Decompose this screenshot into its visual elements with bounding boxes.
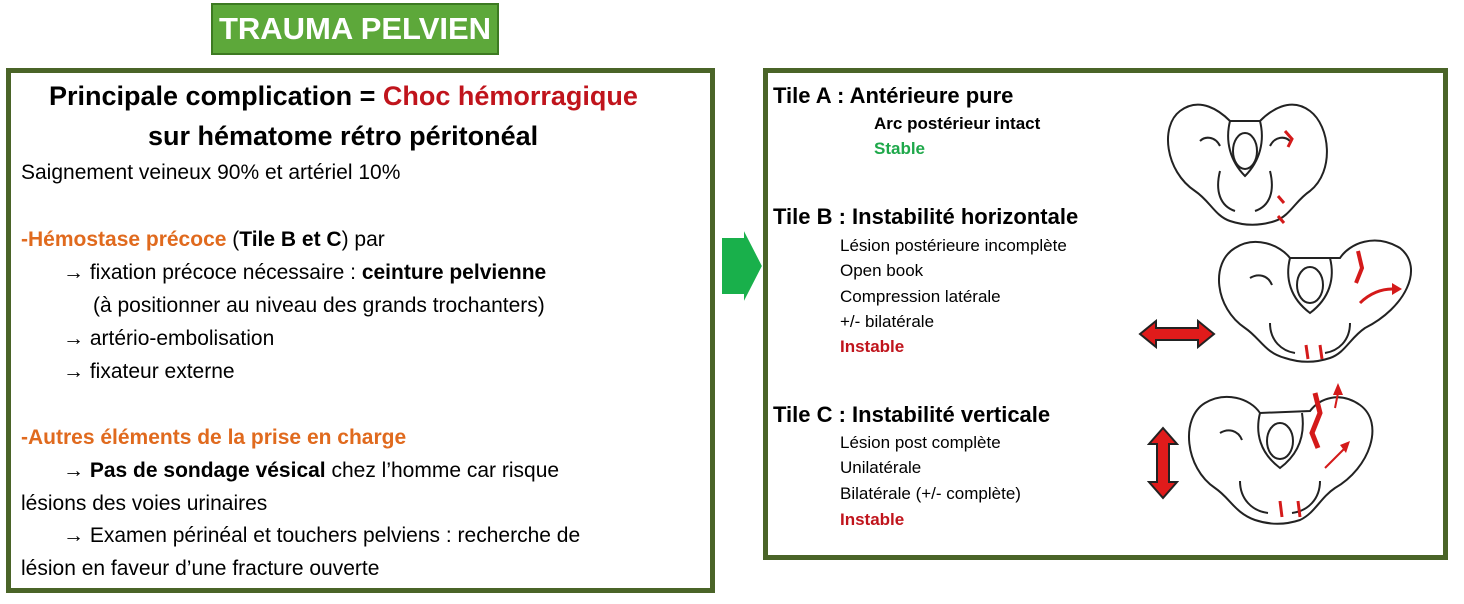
tile-b-status: Instable [840, 337, 905, 356]
sondage-rest: chez l’homme car risque [325, 459, 560, 482]
tile-a-item: Arc postérieur intact [874, 114, 1041, 133]
hemostase-label: -Hémostase précoce [21, 228, 227, 251]
arrow-icon: → [63, 261, 84, 284]
hemostase-tiles: Tile B et C [239, 228, 342, 251]
fixation-bold: ceinture pelvienne [361, 261, 547, 284]
fixation-note: (à positionner au niveau des grands trochanters) [93, 294, 545, 317]
examen-line2: lésion en faveur d’une fracture ouverte [21, 557, 380, 580]
arrow-icon: → [63, 524, 84, 547]
tile-c-status: Instable [840, 510, 905, 529]
tile-c-title: Tile C : Instabilité verticale [773, 402, 1051, 427]
tile-c-item: Bilatérale (+/- complète) [840, 484, 1021, 503]
tile-c-item: Unilatérale [840, 458, 922, 477]
pelvis-icon [1180, 373, 1385, 533]
hemostase-close: ) par [341, 228, 385, 251]
fixateur-item [63, 360, 235, 384]
arrow-icon: → [63, 459, 84, 482]
tile-b-item: Compression latérale [840, 287, 1001, 306]
sondage-bold: Pas de sondage vésical [89, 459, 326, 482]
autres-label: -Autres éléments de la prise en charge [21, 426, 407, 449]
heading-highlight: Choc hémorragique [382, 81, 638, 111]
tile-a-status: Stable [874, 139, 926, 158]
tile-c-item: Lésion post complète [840, 433, 1001, 452]
heading-line1 [49, 81, 638, 112]
bleeding-text: Saignement veineux 90% et artériel 10% [21, 161, 401, 184]
embolisation-text: artério-embolisation [89, 327, 275, 350]
right-panel [763, 68, 1448, 560]
horizontal-double-arrow-icon [1138, 319, 1216, 349]
heading-line2: sur hématome rétro péritonéal [148, 121, 539, 151]
heading-prefix: Principale complication = [49, 81, 383, 111]
fixateur-text: fixateur externe [89, 360, 235, 383]
tile-b-title: Tile B : Instabilité horizontale [773, 204, 1079, 229]
embolisation-item [63, 327, 274, 351]
fixation-text: fixation précoce nécessaire : [89, 261, 362, 284]
fixation-item [63, 261, 546, 285]
tile-b-item: Open book [840, 261, 924, 280]
hemostase-line [21, 228, 385, 252]
connector-arrow-icon [719, 225, 765, 307]
pelvis-icon [1160, 81, 1330, 229]
tile-b-item: Lésion postérieure incomplète [840, 236, 1067, 255]
sondage-line2: lésions des voies urinaires [21, 492, 268, 515]
examen-text: Examen périnéal et touchers pelviens : recherche de [89, 524, 581, 547]
examen-item [63, 524, 580, 548]
page-title: TRAUMA PELVIEN [211, 3, 499, 55]
hemostase-open: ( [226, 228, 240, 251]
vertical-double-arrow-icon [1147, 426, 1179, 500]
arrow-icon: → [63, 327, 84, 350]
sondage-item [63, 459, 559, 483]
tile-b-item: +/- bilatérale [840, 312, 935, 331]
pelvis-icon [1210, 223, 1425, 368]
arrow-icon: → [63, 360, 84, 383]
left-panel [6, 68, 715, 593]
tile-a-title: Tile A : Antérieure pure [773, 83, 1014, 108]
